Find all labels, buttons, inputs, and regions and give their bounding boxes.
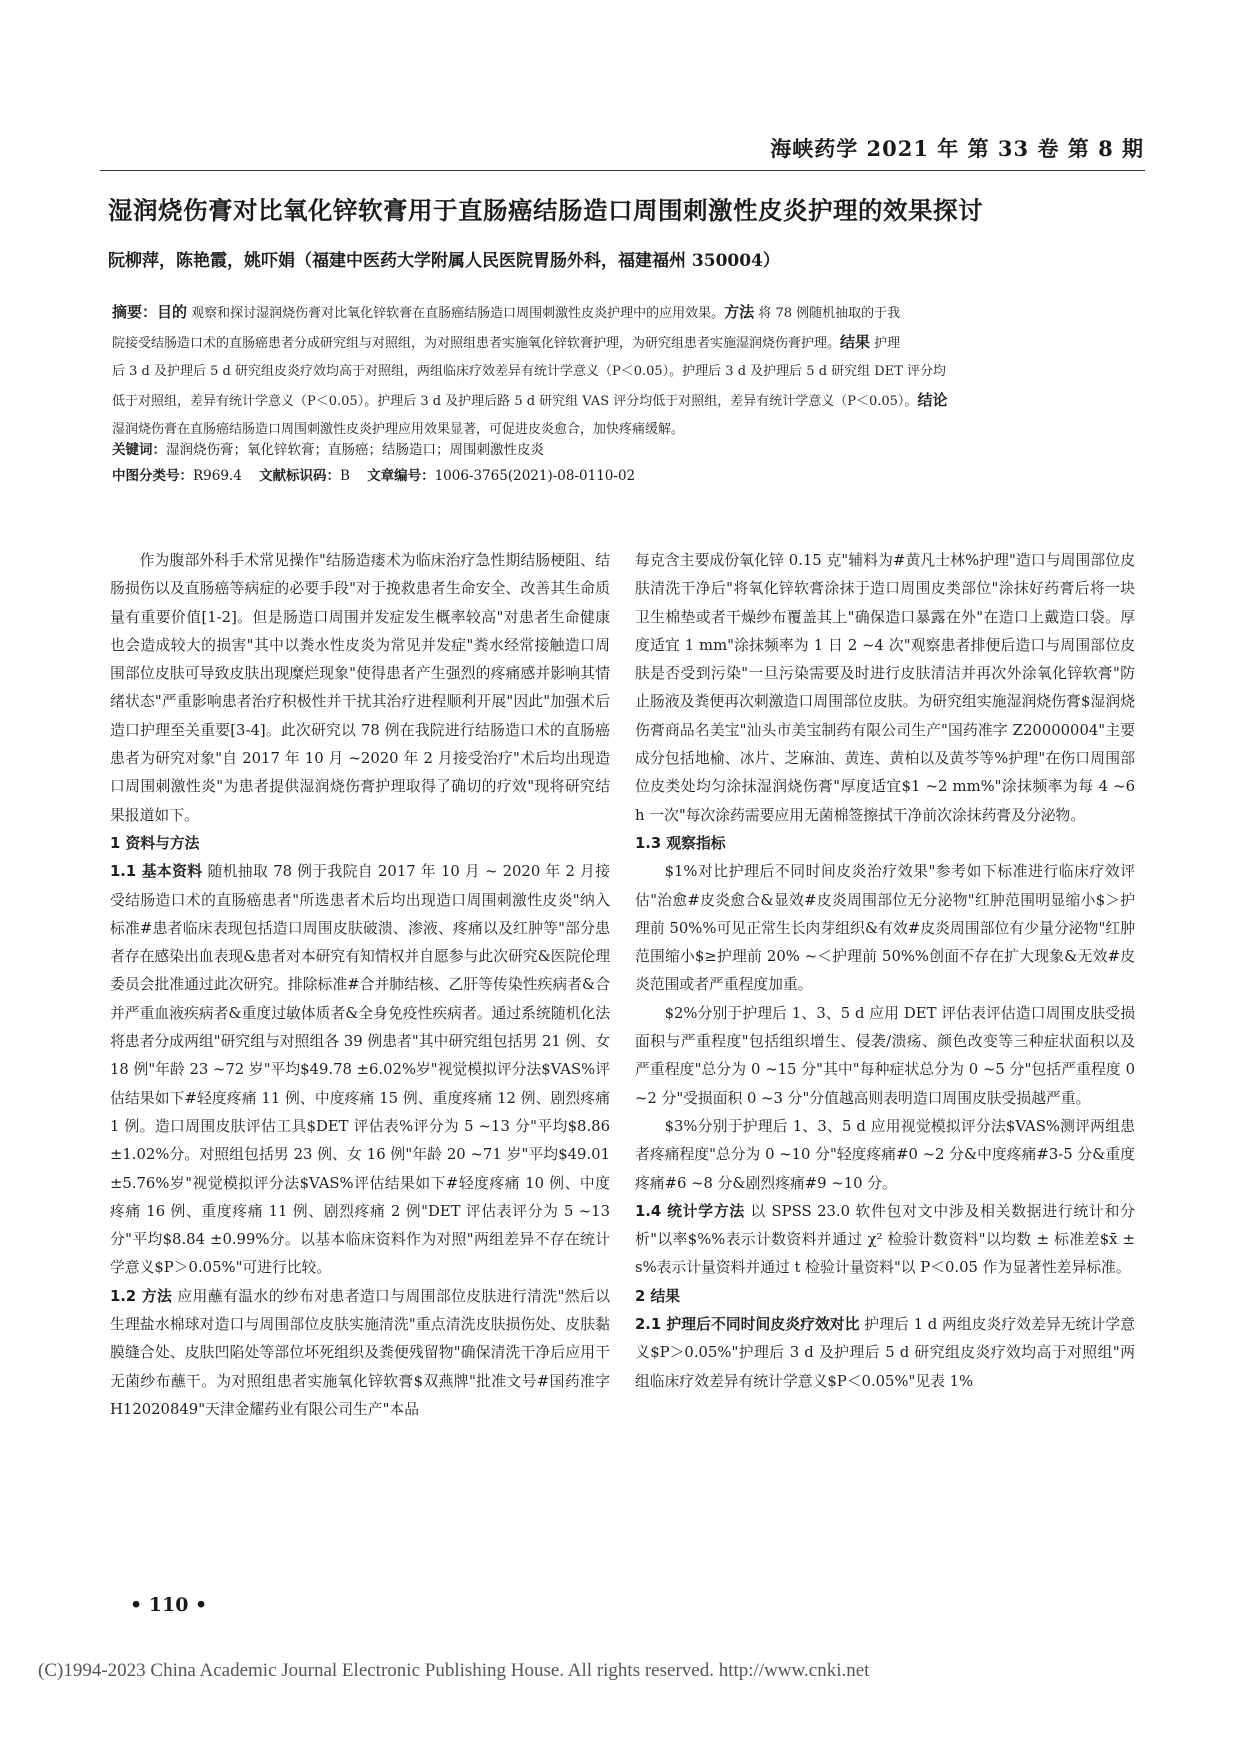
keywords-label: 关键词：: [112, 442, 166, 458]
article-title: 湿润烧伤膏对比氧化锌软膏用于直肠癌结肠造口周围刺激性皮炎护理的效果探讨: [108, 196, 983, 225]
paragraph-text: 随机抽取 78 例于我院自 2017 年 10 月 ~ 2020 年 2 月接受结肠造口术的直肠癌患者"所选患者术后均出现造口周围刺激性皮炎"纳入标准#患者临床表现包括造口周围皮肤破溃、渗液、疼痛以及红肿等"部分患者存在感染出血表现&患者对本研究有知情权并自愿参与此次研究&医院伦理委员会批准通过此次研究。排除标准#合并肺结核、乙肝等传染性疾病者&合并严重血液疾病者&重度过敏体质者&全身免疫性疾病者。通过系统随机化法将患者分成两组"研究组与对照组各 39 例患者"其中研究组包括男 21 例、女 18 例"年龄 23 ~72 岁"平均$49.78 ±6.02%岁"视觉模拟评分法$VAS%评估结果如下#轻度疼痛 11 例、中度疼痛 15 例、重度疼痛 12 例、剧烈疼痛 1 例。造口周围皮肤评估工具$DET 评估表%评分为 5 ~13 分"平均$8.86 ±1.02%分。对照组包括男 23 例、女 16 例"年龄 20 ~71 岁"平均$49.01 ±5.76%岁"视觉模拟评分法$VAS%评估结果如下#轻度疼痛 10 例、中度疼痛 16 例、重度疼痛 11 例、剧烈疼痛 2 例"DET 评估表评分为 5 ~13 分"平均$8.84 ±0.99%分。以基本临床资料作为对照"两组差异不存在统计学意义$P＞0.05%"可进行比较。: [110, 863, 610, 1277]
section-heading: 1 资料与方法: [110, 834, 200, 852]
abstract-line: [112, 328, 1132, 358]
abstract: [112, 298, 1132, 444]
body-column-left: [110, 547, 610, 1424]
abstract-text: 湿润烧伤膏在直肠癌结肠造口周围刺激性皮炎护理应用效果显著，可促进皮炎愈合，加快疼痛缓解。: [112, 422, 685, 437]
subsection-paragraph: [635, 1198, 1135, 1283]
subsection-heading: 1.1 基本资料: [110, 863, 203, 881]
article-id-label: 文章编号：: [367, 468, 435, 484]
abstract-text: 院接受结肠造口术的直肠癌患者分成研究组与对照组，为对照组患者实施氧化锌软膏护理，为研究组患者实施湿润烧伤膏护理。: [112, 336, 841, 351]
abstract-text: 护理: [870, 336, 901, 351]
abstract-section-label: 方法: [724, 303, 755, 321]
abstract-line: [112, 358, 1132, 386]
journal-header: 海峡药学 2021 年 第 33 卷 第 8 期: [770, 136, 1144, 161]
classification-row: [112, 464, 635, 484]
paragraph-text: 应用蘸有温水的纱布对患者造口与周围部位皮肤进行清洗"然后以生理盐水棉球对造口与周围部位皮肤实施清洗"重点清洗皮肤损伤处、皮肤黏膜缝合处、皮肤凹陷处等部位坏死组织及粪便残留物"确保清洗干净后应用干无菌纱布蘸干。为对照组患者实施氧化锌软膏$双燕牌"批准文号#国药准字 H12020849"天津金耀药业有限公司生产"本品: [110, 1287, 610, 1418]
paragraph: 作为腹部外科手术常见操作"结肠造瘘术为临床治疗急性期结肠梗阻、结肠损伤以及直肠癌等病症的必要手段"对于挽救患者生命安全、改善其生命质量有重要价值[1-2]。但是肠造口周围并发症发生概率较高"对患者生命健康也会造成较大的损害"其中以粪水性皮炎为常见并发症"粪水经常接触造口周围部位皮肤可导致皮肤出现糜烂现象"使得患者产生强烈的疼痛感并影响其情绪状态"严重影响患者治疗积极性并干扰其治疗进程顺利开展"因此"加强术后造口护理至关重要[3-4]。此次研究以 78 例在我院进行结肠造口术的直肠癌患者为研究对象"自 2017 年 10 月 ~2020 年 2 月接受治疗"术后均出现造口周围刺激性炎"为患者提供湿润烧伤膏护理取得了确切的疗效"现将研究结果报道如下。: [110, 552, 610, 824]
abstract-line: [112, 386, 1132, 416]
paragraph: 每克含主要成份氧化锌 0.15 克"辅料为#黄凡士林%护理"造口与周围部位皮肤清洗干净后"将氧化锌软膏涂抹于造口周围皮类部位"涂抹好药膏后将一块卫生棉垫或者干燥纱布覆盖其上"确保造口暴露在外"在造口上戴造口袋。厚度适宜 1 mm"涂抹频率为 1 日 2 ~4 次"观察患者排便后造口与周围部位皮肤是否受到污染"一旦污染需要及时进行皮肤清洁并再次外涂氧化锌软膏"防止肠液及粪便再次刺激造口周围部位皮肤。为研究组实施湿润烧伤膏$湿润烧伤膏商品名美宝"汕头市美宝制药有限公司生产"国药准字 Z20000004"主要成分包括地榆、冰片、芝麻油、黄连、黄柏以及黄芩等%护理"在伤口周围部位皮类处均匀涂抹湿润烧伤膏"厚度适宜$1 ~2 mm%"涂抹频率为每 4 ~6 h 一次"每次涂药需要应用无菌棉签擦拭干净前次涂抹药膏及分泌物。: [635, 552, 1135, 824]
clc-value: R969.4: [193, 468, 242, 484]
paragraph: $3%分别于护理后 1、3、5 d 应用视觉模拟评分法$VAS%测评两组患者疼痛程度"总分为 0 ~10 分"轻度疼痛#0 ~2 分&中度疼痛#3-5 分&重度疼痛#6 ~8 分&剧烈疼痛#9 ~10 分。: [635, 1117, 1135, 1192]
abstract-line: [112, 298, 1132, 328]
subsection-heading: 1.2 方法: [110, 1287, 173, 1305]
paragraph-text: 护理后 1 d 两组皮炎疗效差异无统计学意义$P＞0.05%"护理后 3 d 及护理后 5 d 研究组皮炎疗效均高于对照组"两组临床疗效差异有统计学意义$P＜0.05%"见表 1%: [635, 1316, 1135, 1390]
header-divider: [100, 170, 1145, 171]
subsection-heading: 2.1 护理后不同时间皮炎疗效对比: [635, 1316, 860, 1334]
article-id-value: 1006-3765(2021)-08-0110-02: [434, 468, 636, 484]
abstract-label: 摘要：: [112, 303, 158, 321]
keywords-text: 湿润烧伤膏；氧化锌软膏；直肠癌；结肠造口；周围刺激性皮炎: [166, 442, 544, 458]
paragraph: $1%对比护理后不同时间皮炎治疗效果"参考如下标准进行临床疗效评估"治愈#皮炎愈合&显效#皮炎周围部位无分泌物"红肿范围明显缩小$＞护理前 50%%可见正常生长肉芽组织&有效#皮炎周围部位有少量分泌物"红肿范围缩小$≥护理前 20% ~＜护理前 50%%创面不存在扩大现象&无效#皮炎范围或者严重程度加重。: [635, 863, 1135, 994]
abstract-text: 后 3 d 及护理后 5 d 研究组皮炎疗效均高于对照组，两组临床疗效差异有统计学意义（P＜0.05）。护理后 3 d 及护理后 5 d 研究组 DET 评分均: [112, 364, 947, 379]
abstract-text: 将 78 例随机抽取的于我: [754, 306, 901, 321]
doc-code-label: 文献标识码：: [258, 468, 340, 484]
clc-label: 中图分类号：: [112, 468, 193, 484]
paragraph: $2%分别于护理后 1、3、5 d 应用 DET 评估表评估造口周围皮肤受损面积与严重程度"包括组织增生、侵袭/溃疡、颜色改变等三种症状面积以及严重程度"总分为 0 ~15 分"其中"每种症状总分为 0 ~5 分"包括严重程度 0 ~2 分"受损面积 0 ~3 分"分值越高则表明造口周围皮肤受损越严重。: [635, 1004, 1135, 1107]
article-authors: 阮柳萍，陈艳霞，姚吓娟（福建中医药大学附属人民医院胃肠外科，福建福州 350004）: [108, 251, 780, 271]
body-column-right: [635, 547, 1135, 1396]
section-heading: 1.3 观察指标: [635, 834, 726, 852]
copyright-footer: (C)1994-2023 China Academic Journal Electronic Publishing House. All rights reserved. http://www.cnki.net: [38, 1660, 870, 1681]
doc-code-value: B: [339, 468, 350, 484]
subsection-heading: 1.4 统计学方法: [635, 1202, 745, 1220]
abstract-section-label: 目的: [157, 303, 188, 321]
abstract-section-label: 结论: [917, 391, 948, 409]
page-number: • 110 •: [130, 1594, 208, 1616]
keywords: [112, 438, 544, 458]
section-heading: 2 结果: [635, 1287, 681, 1305]
abstract-text: 低于对照组，差异有统计学意义（P＜0.05）。护理后 3 d 及护理后路 5 d 研究组 VAS 评分均低于对照组，差异有统计学意义（P＜0.05）。: [112, 394, 918, 409]
subsection-paragraph: [635, 1311, 1135, 1396]
subsection-paragraph: [110, 858, 610, 1282]
abstract-text: 观察和探讨湿润烧伤膏对比氧化锌软膏在直肠癌结肠造口周围刺激性皮炎护理中的应用效果。: [187, 306, 725, 321]
paragraph-text: 以 SPSS 23.0 软件包对文中涉及相关数据进行统计和分析"以率$%%表示计数资料并通过 χ² 检验计数资料"以均数 ± 标准差$x̄ ± s%表示计量资料并通过 t 检验计量资料"以 P＜0.05 作为显著性差异标准。: [635, 1202, 1135, 1277]
abstract-section-label: 结果: [840, 333, 871, 351]
subsection-paragraph: [110, 1283, 610, 1424]
